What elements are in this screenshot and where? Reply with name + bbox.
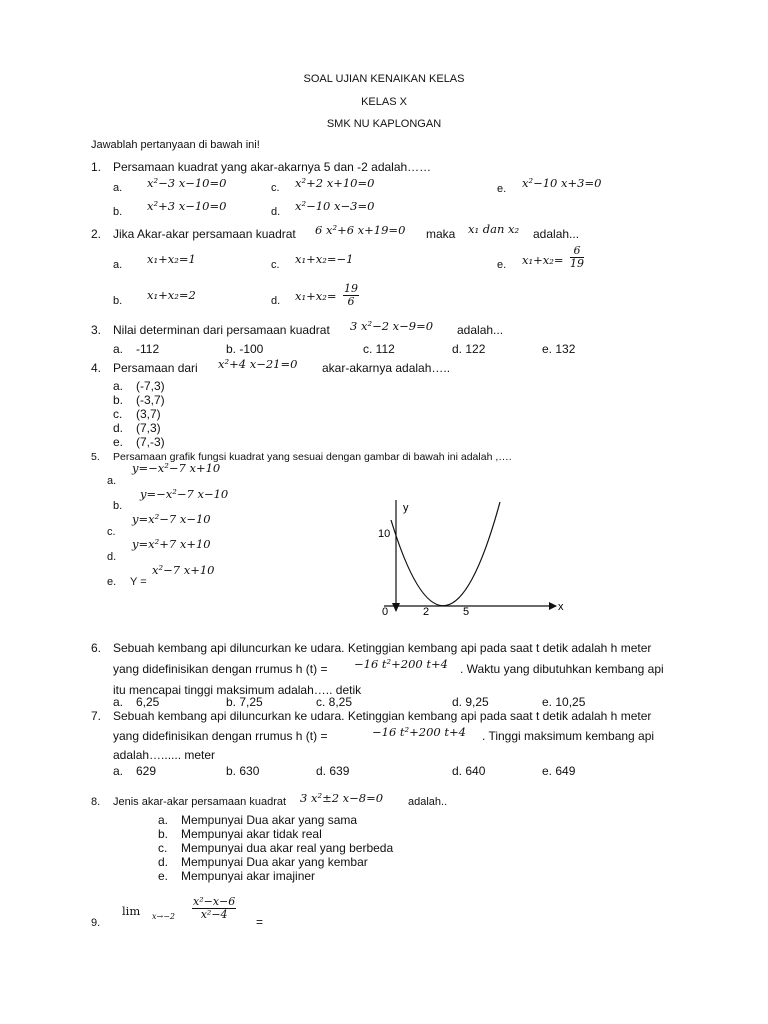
option-label: e.	[158, 869, 169, 883]
question-tail: akar-akarnya adalah…..	[322, 361, 451, 375]
option-label: b.	[158, 827, 169, 841]
option-label: d.	[271, 206, 281, 218]
numerator: 19	[344, 282, 358, 295]
option-e[interactable]: x₁+x₂=	[522, 253, 564, 267]
equation: 3 x²−2 x−9=0	[350, 319, 434, 333]
question-number: 1.	[91, 160, 102, 174]
option-a[interactable]: -112	[136, 342, 160, 356]
question-line-2-tail: . Tinggi maksimum kembang api	[482, 729, 655, 743]
option-a[interactable]: x₁+x₂=1	[147, 252, 196, 266]
option-a[interactable]: Mempunyai Dua akar yang sama	[181, 813, 358, 827]
root-2-label: 5	[463, 606, 470, 618]
question-text: Persamaan dari	[113, 361, 198, 375]
option-label: c.	[271, 182, 280, 194]
option-label: a.	[113, 764, 124, 778]
option-label: c.	[271, 259, 280, 271]
y-intercept-label: 10	[378, 528, 391, 540]
equation: 3 x²±2 x−8=0	[300, 791, 384, 805]
option-b[interactable]: (-3,7)	[136, 393, 165, 407]
option-d[interactable]: d. 122	[452, 342, 486, 356]
question-line-1: Sebuah kembang api diluncurkan ke udara. Ketinggian kembang api pada saat t detik adalah h meter	[113, 641, 652, 655]
question-line-1: Sebuah kembang api diluncurkan ke udara. Ketinggian kembang api pada saat t detik adalah h meter	[113, 709, 652, 723]
option-label: a.	[113, 342, 124, 356]
option-e[interactable]: Mempunyai akar imajiner	[181, 869, 316, 883]
option-label: d.	[158, 855, 169, 869]
y-axis-label: y	[403, 502, 409, 514]
option-b[interactable]: x²+3 x−10=0	[147, 199, 227, 213]
question-text: Jika Akar-akar persamaan kuadrat	[113, 227, 296, 241]
parabola-curve	[391, 502, 500, 606]
option-b[interactable]: b. 7,25	[226, 695, 263, 709]
option-label: d.	[271, 295, 281, 307]
instruction: Jawablah pertanyaan di bawah ini!	[91, 139, 260, 151]
option-label: a.	[113, 182, 123, 194]
option-label: c.	[107, 526, 116, 538]
limit-fraction	[192, 896, 236, 921]
exam-class: KELAS X	[361, 96, 407, 108]
numerator: 6	[570, 245, 584, 258]
option-label: b.	[113, 500, 123, 512]
question-text: Jenis akar-akar persamaan kuadrat	[113, 796, 287, 808]
option-a[interactable]: y=−x²−7 x+10	[132, 461, 221, 475]
option-b[interactable]: y=−x²−7 x−10	[140, 487, 229, 501]
question-number: 9.	[91, 917, 101, 929]
option-label: e.	[497, 259, 507, 271]
option-label: a.	[107, 475, 117, 487]
equals-sign: =	[256, 915, 264, 929]
equation: 6 x²+6 x+19=0	[315, 223, 406, 237]
option-a[interactable]: x²−3 x−10=0	[147, 176, 227, 190]
question-number: 2.	[91, 227, 102, 241]
question-text: Persamaan kuadrat yang akar-akarnya 5 dan -2 adalah……	[113, 160, 432, 174]
option-label: c.	[158, 841, 168, 855]
question-number: 7.	[91, 709, 102, 723]
question-text: Nilai determinan dari persamaan kuadrat	[113, 323, 330, 337]
option-c[interactable]: c. 112	[363, 342, 395, 356]
option-label: d.	[107, 551, 117, 563]
question-number: 5.	[91, 451, 100, 463]
option-b[interactable]: x₁+x₂=2	[147, 288, 196, 302]
question-tail: adalah...	[457, 323, 504, 337]
question-number: 3.	[91, 323, 102, 337]
denominator: x²−4	[200, 908, 228, 921]
option-c[interactable]: x₁+x₂=−1	[295, 252, 354, 266]
parabola-graph	[370, 495, 570, 623]
question-line-2: yang didefinisikan dengan rrumus h (t) =	[113, 729, 328, 743]
option-d[interactable]: x₁+x₂=	[295, 289, 337, 303]
option-e[interactable]: x²−7 x+10	[152, 563, 215, 577]
x-axis-label: x	[558, 601, 564, 613]
option-b[interactable]: b. -100	[226, 342, 264, 356]
connector-text: maka	[426, 227, 456, 241]
option-d[interactable]: d. 640	[452, 764, 486, 778]
option-c[interactable]: x²+2 x+10=0	[295, 176, 375, 190]
option-label: e.	[113, 435, 124, 449]
option-a[interactable]: (-7,3)	[136, 379, 165, 393]
equation: x²+4 x−21=0	[218, 357, 298, 371]
denominator: 6	[347, 295, 355, 308]
root-1-label: 2	[423, 606, 430, 618]
option-e-fraction	[570, 245, 584, 270]
option-label: e.	[107, 576, 117, 588]
option-label: a.	[113, 695, 124, 709]
option-d[interactable]: d. 9,25	[452, 695, 489, 709]
question-text: Persamaan grafik fungsi kuadrat yang sesuai dengan gambar di bawah ini adalah ,….	[113, 451, 512, 463]
option-c[interactable]: y=x²−7 x−10	[132, 512, 211, 526]
option-d[interactable]: y=x²+7 x+10	[132, 537, 211, 551]
option-d-fraction	[343, 283, 359, 308]
option-d[interactable]: x²−10 x−3=0	[295, 199, 375, 213]
option-b[interactable]: Mempunyai akar tidak real	[181, 827, 322, 841]
question-number: 6.	[91, 641, 102, 655]
y-axis-arrow	[392, 603, 400, 612]
option-c[interactable]: (3,7)	[136, 407, 161, 421]
question-number: 8.	[91, 796, 101, 808]
option-label: a.	[158, 813, 169, 827]
limit-operator: lim	[122, 904, 141, 918]
question-line-2: yang didefinisikan dengan rrumus h (t) =	[113, 662, 328, 676]
option-label: e.	[497, 183, 507, 195]
option-e[interactable]: (7,-3)	[136, 435, 165, 449]
question-line-3: adalah…...... meter	[113, 748, 216, 762]
origin-label: 0	[382, 606, 389, 618]
limit-subscript: x→−2	[152, 912, 176, 921]
question-line-2-tail: . Waktu yang dibutuhkan kembang api	[460, 662, 664, 676]
x-axis-arrow	[549, 602, 557, 610]
option-label: a.	[113, 379, 124, 393]
option-c[interactable]: c. 8,25	[316, 695, 353, 709]
option-label: a.	[113, 259, 123, 271]
option-e-prefix: Y =	[130, 576, 147, 588]
option-label: b.	[113, 206, 123, 218]
option-c[interactable]: Mempunyai dua akar real yang berbeda	[181, 841, 394, 855]
option-a[interactable]: 6,25	[136, 695, 160, 709]
exam-title: SOAL UJIAN KENAIKAN KELAS	[303, 73, 465, 85]
option-e[interactable]: x²−10 x+3=0	[522, 176, 602, 190]
option-a[interactable]: 629	[136, 764, 157, 778]
option-e[interactable]: e. 10,25	[542, 695, 586, 709]
question-line-3: itu mencapai tinggi maksimum adalah….. detik	[113, 683, 362, 697]
option-label: c.	[113, 407, 123, 421]
denominator: 19	[570, 257, 584, 270]
equation: −16 t²+200 t+4	[354, 657, 448, 671]
roots-expression: x₁ dan x₂	[468, 222, 520, 236]
equation: −16 t²+200 t+4	[372, 725, 466, 739]
question-tail: adalah...	[533, 227, 580, 241]
option-c[interactable]: d. 639	[316, 764, 350, 778]
option-label: b.	[113, 393, 124, 407]
exam-school: SMK NU KAPLONGAN	[326, 118, 442, 130]
option-label: b.	[113, 295, 123, 307]
question-number: 4.	[91, 361, 102, 375]
option-b[interactable]: b. 630	[226, 764, 260, 778]
option-label: d.	[113, 421, 124, 435]
option-e[interactable]: e. 649	[542, 764, 576, 778]
question-tail: adalah..	[408, 796, 448, 808]
option-d[interactable]: Mempunyai Dua akar yang kembar	[181, 855, 368, 869]
numerator: x²−x−6	[193, 895, 236, 908]
option-d[interactable]: (7,3)	[136, 421, 161, 435]
option-e[interactable]: e. 132	[542, 342, 576, 356]
